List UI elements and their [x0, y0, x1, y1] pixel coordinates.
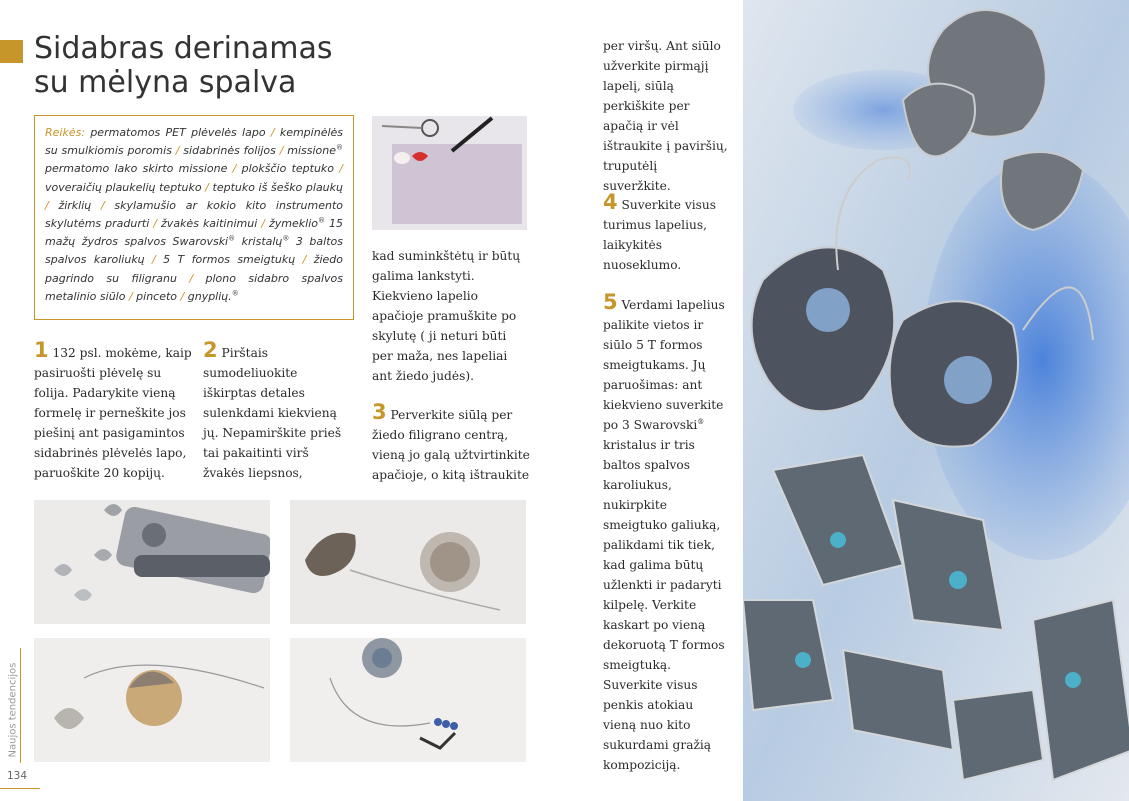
- step-4-number: 4: [603, 190, 618, 214]
- page-number-line: [0, 788, 40, 789]
- materials-separator: /: [125, 289, 137, 303]
- step-5-number: 5: [603, 290, 618, 314]
- registered-mark: ®: [231, 289, 239, 298]
- materials-item: žvakės kaitinimui: [161, 217, 258, 231]
- registered-mark: ®: [697, 417, 705, 426]
- photo-template-sketch: [372, 116, 527, 230]
- registered-mark: ®: [228, 234, 236, 243]
- materials-item: žirklių: [58, 198, 92, 212]
- materials-item: 3 baltos spalvos karoliukų: [45, 235, 343, 267]
- materials-item: permatomo lako skirto missione: [45, 162, 228, 176]
- page-number: 134: [7, 770, 28, 782]
- materials-separator: /: [275, 144, 288, 158]
- materials-text: [45, 124, 343, 306]
- page-title: Sidabras derinamas su mėlyna spalva: [34, 31, 333, 100]
- materials-separator: /: [91, 198, 115, 212]
- step-4: [603, 192, 728, 275]
- materials-item: žiedo pagrindo su filigranu: [45, 253, 343, 285]
- materials-item: teptuko iš šeško plaukų: [212, 180, 343, 194]
- materials-separator: /: [171, 144, 184, 158]
- photo-flower-with-beads: [290, 638, 526, 762]
- step-5-text-b: kristalus ir tris baltos spalvos karoliukus, nukirpkite smeigtuko galiuką, palikdami tik tiek, kad galima būtų užlenkti ir padaryti kilpelę. Verkite kaskart po vieną dekoruotą T formos smeigtuką. Suverkite visus penkis atokiau vieną nuo kito sukurdami gražią kompoziciją.: [603, 438, 725, 772]
- section-side-label-text: Naujos tendencijos: [7, 662, 19, 758]
- materials-separator: /: [334, 162, 344, 176]
- photo-punching-leaves: [34, 500, 270, 624]
- photo-leaves-on-wire: [34, 638, 270, 762]
- step-2: [203, 340, 353, 483]
- title-marker: [0, 40, 23, 63]
- step-2-continued: kad suminkštėtų ir būtų galima lankstyti. Kiekvieno lapelio apačioje pramuškite po skylutę ( ji neturi būti per maža, nes lapeliai ant žiedo judės).: [372, 249, 521, 383]
- materials-separator: /: [201, 180, 213, 194]
- materials-separator: /: [257, 217, 269, 231]
- step-5: [603, 292, 728, 775]
- step-1: [34, 340, 194, 483]
- step-1-number: 1: [34, 338, 49, 362]
- materials-separator: /: [149, 217, 162, 231]
- materials-item: kristalų: [241, 235, 283, 249]
- step-2-text: Pirštais sumodeliuokite iškirptas detales sulenkdami kiekvieną jų. Nepamirškite prieš tai pakaitinti virš žvakės liepsnos,: [203, 346, 342, 480]
- materials-separator: /: [295, 253, 314, 267]
- photo-ring-filigree: [290, 500, 526, 624]
- materials-item: kempinėlės su smulkiomis poromis: [45, 126, 344, 158]
- step-3-number: 3: [372, 400, 387, 424]
- materials-item: voveraičių plaukelių teptuko: [45, 180, 202, 194]
- registered-mark: ®: [336, 143, 343, 152]
- materials-item: permatomos PET plėvelės lapo: [90, 126, 266, 139]
- step-3-continued: per viršų. Ant siūlo užverkite pirmąjį lapelį, siūlą perkiškite per apačią ir vėl ištraukite į paviršių, truputėlį suveržkite.: [603, 39, 728, 193]
- materials-item: plono sidabro spalvos metalinio siūlo: [45, 271, 343, 303]
- registered-mark: ®: [317, 216, 325, 225]
- materials-separator: /: [144, 253, 164, 267]
- materials-item: 5 T formos smeigtukų: [163, 253, 296, 267]
- materials-separator: /: [227, 162, 242, 176]
- photo-finished-earrings-and-ring: [743, 0, 1129, 801]
- step-2-number: 2: [203, 338, 218, 362]
- materials-separator: /: [265, 126, 280, 139]
- materials-item: žymeklio: [269, 217, 318, 231]
- step-5-text-a: Verdami lapelius palikite vietos ir siūlo 5 T formos smeigtukams. Jų paruošimas: ant kiekvieno suverkite po 3 Swarovski: [603, 298, 725, 432]
- side-label-line: [20, 648, 21, 763]
- materials-item: 15 mažų žydros spalvos Swarovski: [45, 217, 344, 249]
- materials-item: plokščio teptuko: [241, 162, 335, 176]
- materials-item: missione: [287, 144, 336, 158]
- materials-separator: /: [176, 271, 206, 285]
- materials-label: Reikės:: [45, 126, 91, 139]
- materials-item: gnyplių.: [187, 289, 232, 303]
- materials-separator: /: [45, 198, 59, 212]
- materials-box: [34, 115, 354, 320]
- registered-mark: ®: [282, 234, 290, 243]
- materials-item: sidabrinės folijos: [183, 144, 276, 158]
- step-3-text: Perverkite siūlą per žiedo filigrano centrą, vieną jo galą užtvirtinkite apačioje, o kitą ištraukite: [372, 408, 530, 482]
- materials-item: pinceto: [136, 289, 178, 303]
- step-1-text: 132 psl. mokėme, kaip pasiruošti plėvelę su folija. Padarykite vieną formelę ir perneškite jos piešinį ant pasigamintos sidabrinės plėvelės lapo, paruoškite 20 kopijų.: [34, 346, 192, 480]
- step-4-text: Suverkite visus turimus lapelius, laikykitės nuoseklumo.: [603, 198, 717, 272]
- materials-separator: /: [177, 289, 188, 303]
- materials-item: skylamušio ar kokio kito instrumento skylutėms pradurti: [45, 198, 344, 231]
- section-side-label: [5, 640, 19, 760]
- step-3: [372, 402, 534, 485]
